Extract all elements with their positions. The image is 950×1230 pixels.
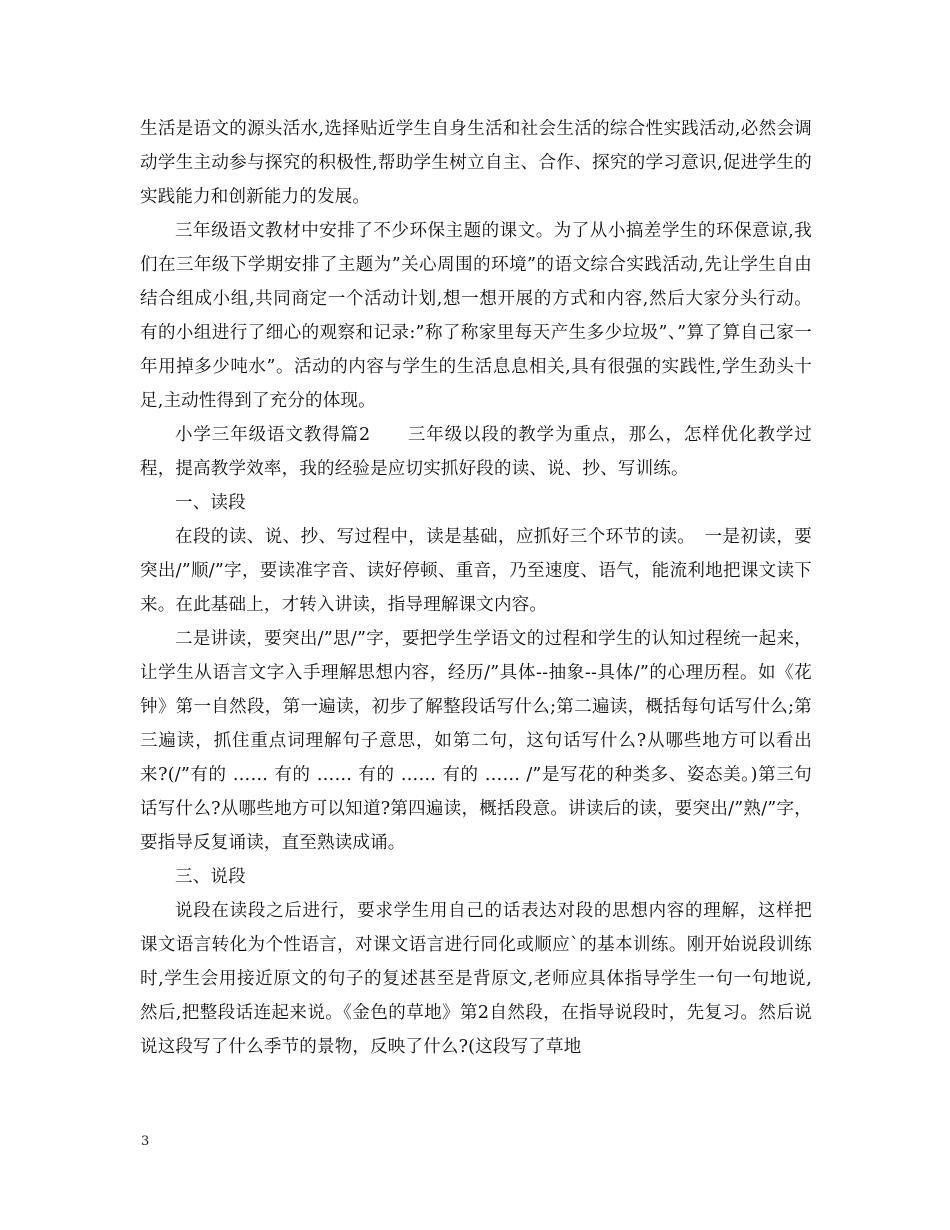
- paragraph-6: 说段在读段之后进行，要求学生用自己的话表达对段的思想内容的理解，这样把课文语言转化为个性语言，对课文语言进行同化或顺应`的基本训练。刚开始说段训练时,学生会用接近原文的句子的复述甚至是背原文,老师应具体指导学生一句一句地说,然后,把整段话连起来说。《金色的草地》第2自然段，在指导说段时，先复习。然后说说这段写了什么季节的景物，反映了什么?(这段写了草地: [140, 901, 812, 1057]
- section-heading-speak: 三、说段: [175, 867, 246, 887]
- paragraph-4: 在段的读、说、抄、写过程中，读是基础，应抓好三个环节的读。 一是初读，要突出/”顺/”字，要读准字音、读好停顿、重音，乃至速度、语气，能流利地把课文读下来。在此基础上，才转入讲读，指导理解课文内容。: [140, 527, 812, 615]
- paragraph-5: 二是讲读，要突出/”思/”字，要把学生学语文的过程和学生的认知过程统一起来，让学生从语言文字入手理解思想内容，经历/”具体--抽象--具体/”的心理历程。如《花钟》第一自然段，第一遍读，初步了解整段话写什么;第二遍读，概括每句话写什么;第三遍读，抓住重点词理解句子意思，如第二句，这句话写什么?从哪些地方可以看出来?(/”有的 …… 有的 …… 有的 …… 有的 …… /”是写花的种类多、姿态美。)第三句话写什么?从哪些地方可以知道?第四遍读，概括段意。讲读后的读，要突出/”熟/”字，要指导反复诵读，直至熟读成诵。: [140, 629, 812, 853]
- paragraph-3: 小学三年级语文教得篇2 三年级以段的教学为重点，那么，怎样优化教学过程，提高教学效率，我的经验是应切实抓好段的读、说、抄、写训练。: [140, 425, 812, 479]
- document-body: [140, 112, 812, 1064]
- section-heading-read: 一、读段: [175, 493, 246, 513]
- page-number: 3: [141, 1134, 150, 1149]
- paragraph-1: 生活是语文的源头活水,选择贴近学生自身生活和社会生活的综合性实践活动,必然会调动学生主动参与探究的积极性,帮助学生树立自主、合作、探究的学习意识,促进学生的实践能力和创新能力的发展。: [140, 119, 812, 207]
- paragraph-2: 三年级语文教材中安排了不少环保主题的课文。为了从小搞差学生的环保意谅,我们在三年级下学期安排了主题为”关心周围的环境”的语文综合实践活动,先让学生自由结合组成小组,共同商定一个活动计划,想一想开展的方式和内容,然后大家分头行动。有的小组进行了细心的观察和记录:”称了称家里每天产生多少垃圾”、”算了算自己家一年用掉多少吨水”。活动的内容与学生的生活息息相关,具有很强的实践性,学生劲头十足,主动性得到了充分的体现。: [140, 221, 812, 411]
